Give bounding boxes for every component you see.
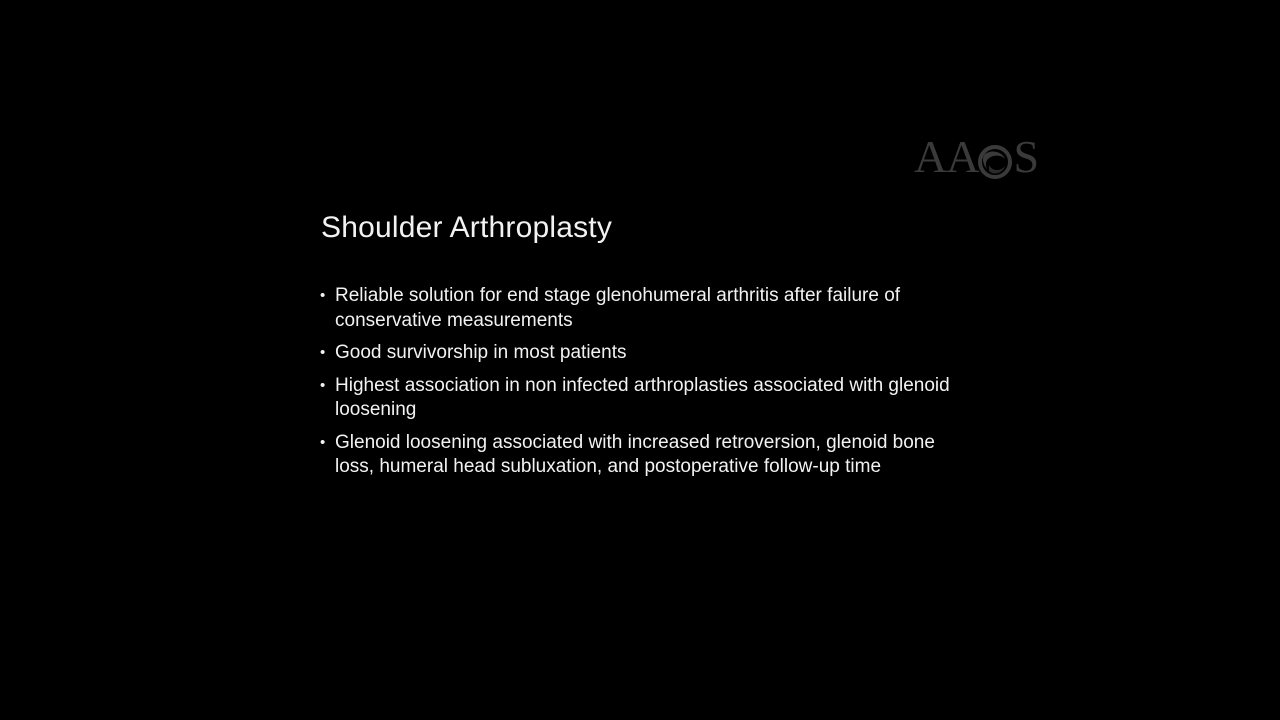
bullet-text: Reliable solution for end stage glenohumeral arthritis after failure of conservative measurements [335, 285, 901, 331]
bullet-icon: • [320, 287, 326, 304]
bullet-icon: • [320, 433, 326, 451]
bullet-item [320, 284, 970, 333]
bullet-icon: • [320, 344, 326, 361]
logo-text-right: S [1013, 131, 1039, 182]
swirl-o-icon [978, 141, 1012, 175]
bullet-text: Highest association in non infected arthroplasties associated with glenoid loosening [335, 374, 950, 420]
bullet-item [320, 341, 970, 366]
bullet-text: Glenoid loosening associated with increased retroversion, glenoid bone loss, humeral head subluxation, and postoperative follow-up time [335, 431, 935, 477]
logo-text-left: AA [914, 131, 979, 182]
aaos-logo [914, 131, 1039, 182]
bullet-item [320, 374, 970, 423]
bullet-item [320, 431, 970, 480]
bullet-text: Good survivorship in most patients [335, 342, 627, 363]
bullet-icon: • [320, 376, 326, 394]
slide-title: Shoulder Arthroplasty [321, 211, 613, 244]
bullet-list [320, 284, 970, 488]
